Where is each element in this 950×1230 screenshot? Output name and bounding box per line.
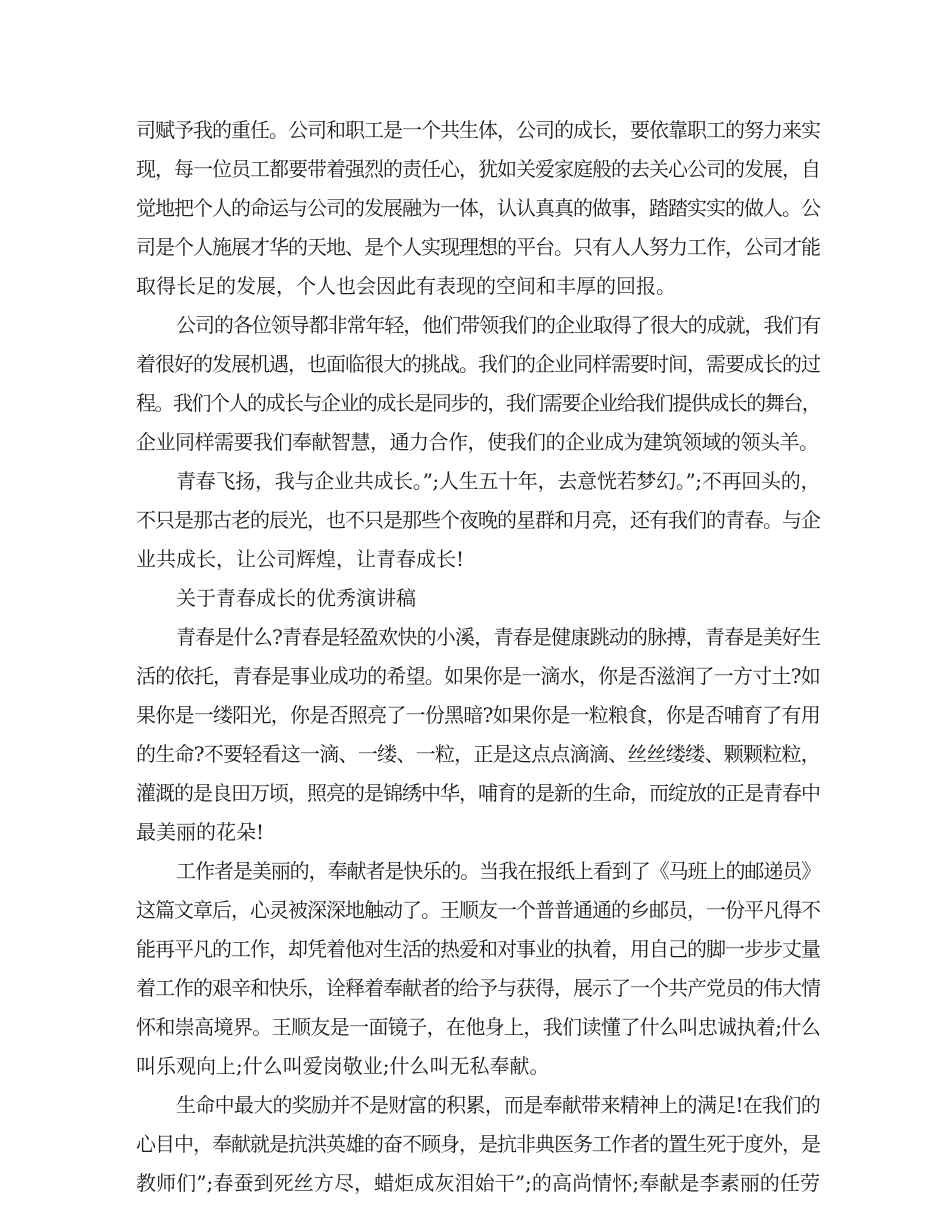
text-line: 业共成长，让公司辉煌，让青春成长! (136, 547, 465, 571)
paragraph-first-line: 生命中最大的奖励并不是财富的积累，而是奉献带来精神上的满足!在我们的 (176, 1093, 820, 1117)
text-line: 的生命?不要轻看这一滴、一缕、一粒，正是这点点滴滴、丝丝缕缕、颗颗粒粒， (136, 742, 820, 766)
text-line: 这篇文章后，心灵被深深地触动了。王顺友一个普普通通的乡邮员，一份平凡得不 (136, 898, 820, 922)
paragraph-first-line: 关于青春成长的优秀演讲稿 (176, 586, 416, 610)
text-line: 心目中，奉献就是抗洪英雄的奋不顾身，是抗非典医务工作者的置生死于度外，是 (136, 1132, 820, 1156)
text-line: 取得长足的发展，个人也会因此有表现的空间和丰厚的回报。 (136, 274, 676, 298)
text-line: 程。我们个人的成长与企业的成长是同步的，我们需要企业给我们提供成长的舞台， (136, 391, 820, 415)
text-line: 能再平凡的工作，却凭着他对生活的热爱和对事业的执着，用自己的脚一步步丈量 (136, 937, 820, 961)
text-line: 司赋予我的重任。公司和职工是一个共生体，公司的成长，要依靠职工的努力来实 (136, 118, 820, 142)
paragraph-first-line: 青春飞扬，我与企业共成长。”;人生五十年，去意恍若梦幻。”;不再回头的， (176, 469, 820, 493)
text-line: 灌溉的是良田万顷，照亮的是锦绣中华，哺育的是新的生命，而绽放的正是青春中 (136, 781, 820, 805)
text-line: 着工作的艰辛和快乐，诠释着奉献者的给予与获得，展示了一个共产党员的伟大情 (136, 976, 820, 1000)
paragraph-first-line: 公司的各位领导都非常年轻，他们带领我们的企业取得了很大的成就，我们有 (176, 313, 820, 337)
paragraph-first-line: 青春是什么?青春是轻盈欢快的小溪，青春是健康跳动的脉搏，青春是美好生 (176, 625, 820, 649)
document-body (136, 111, 820, 1203)
text-line: 司是个人施展才华的天地、是个人实现理想的平台。只有人人努力工作，公司才能 (136, 235, 820, 259)
text-line: 叫乐观向上;什么叫爱岗敬业;什么叫无私奉献。 (136, 1054, 550, 1078)
text-line: 最美丽的花朵! (136, 820, 265, 844)
text-line: 活的依托，青春是事业成功的希望。如果你是一滴水，你是否滋润了一方寸土?如 (136, 664, 820, 688)
text-line: 着很好的发展机遇，也面临很大的挑战。我们的企业同样需要时间，需要成长的过 (136, 352, 820, 376)
paragraph-first-line: 工作者是美丽的，奉献者是快乐的。当我在报纸上看到了《马班上的邮递员》 (176, 859, 820, 883)
text-line: 不只是那古老的辰光，也不只是那些个夜晚的星群和月亮，还有我们的青春。与企 (136, 508, 820, 532)
text-line: 怀和崇高境界。王顺友是一面镜子，在他身上，我们读懂了什么叫忠诚执着;什么 (136, 1015, 820, 1039)
text-line: 教师们”;春蚕到死丝方尽，蜡炬成灰泪始干”;的高尚情怀;奉献是李素丽的任劳 (136, 1171, 820, 1195)
text-line: 现，每一位员工都要带着强烈的责任心，犹如关爱家庭般的去关心公司的发展，自 (136, 157, 820, 181)
text-line: 果你是一缕阳光，你是否照亮了一份黑暗?如果你是一粒粮食，你是否哺育了有用 (136, 703, 820, 727)
text-line: 企业同样需要我们奉献智慧，通力合作，使我们的企业成为建筑领域的领头羊。 (136, 430, 819, 454)
text-line: 觉地把个人的命运与公司的发展融为一体，认认真真的做事，踏踏实实的做人。公 (136, 196, 820, 220)
